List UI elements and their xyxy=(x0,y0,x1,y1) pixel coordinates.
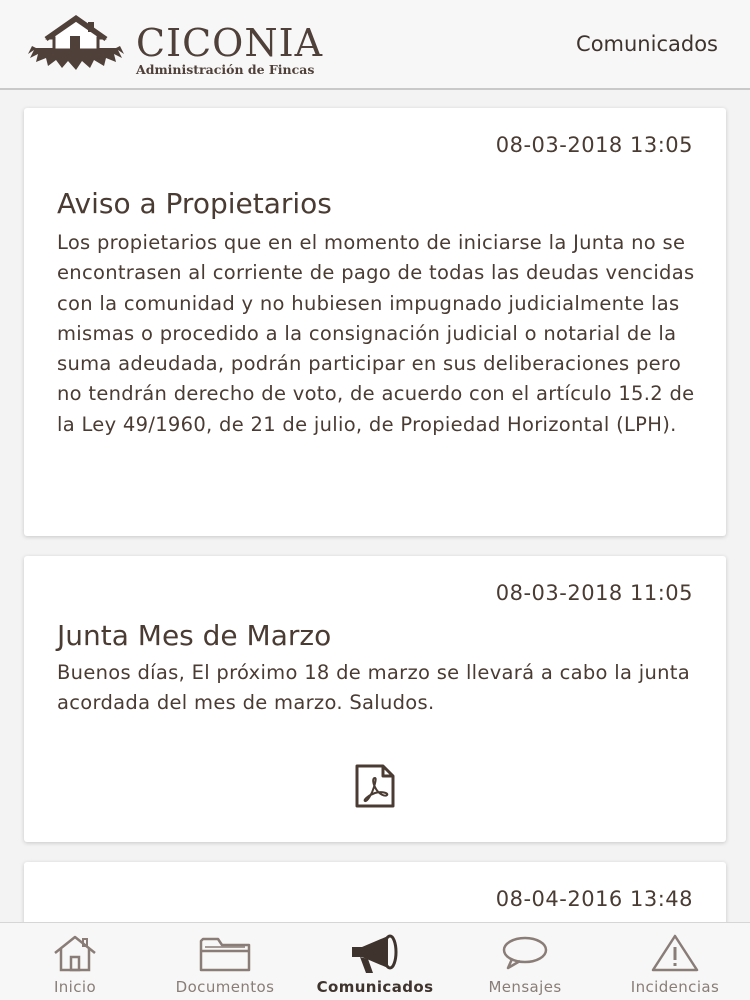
nav-item-inicio[interactable] xyxy=(0,923,150,1000)
brand-logo[interactable] xyxy=(24,12,364,76)
bottom-navigation xyxy=(0,922,750,1000)
nav-item-mensajes[interactable] xyxy=(450,923,600,1000)
home-icon xyxy=(51,933,99,973)
nav-item-incidencias[interactable] xyxy=(600,923,750,1000)
announcement-date: 08-03-2018 13:05 xyxy=(495,133,693,157)
house-nest-logo-icon xyxy=(24,14,128,74)
announcement-date: 08-03-2018 11:05 xyxy=(495,581,693,605)
brand-subtitle: Administración de Fincas xyxy=(136,62,315,77)
nav-label-inicio: Inicio xyxy=(53,978,97,996)
app-header xyxy=(0,0,750,90)
announcement-card[interactable] xyxy=(24,556,726,842)
folder-icon xyxy=(198,933,252,973)
announcement-body: Los propietarios que en el momento de iniciarse la Junta no se encontrasen al corriente de pago de todas las deudas vencidas con la comunidad y no hubiesen impugnado judicialmente las mismas o procedido a la consignación judicial o notarial de la suma adeudada, podrán participar en sus deliberaciones pero no tendrán derecho de voto, de acuerdo con el artículo 15.2 de la Ley 49/1960, de 21 de julio, de Propiedad Horizontal (LPH). xyxy=(57,231,695,436)
announcement-title: Junta Mes de Marzo xyxy=(57,619,332,652)
warning-icon xyxy=(650,933,700,973)
announcement-body: Buenos días, El próximo 18 de marzo se llevará a cabo la junta acordada del mes de marzo. Saludos. xyxy=(57,661,690,715)
announcement-title: Aviso a Propietarios xyxy=(57,187,332,220)
announcement-card[interactable] xyxy=(24,108,726,536)
nav-label-mensajes: Mensajes xyxy=(488,978,562,996)
nav-item-comunicados[interactable] xyxy=(300,923,450,1000)
nav-item-documentos[interactable] xyxy=(150,923,300,1000)
announcements-list[interactable] xyxy=(0,92,750,922)
nav-label-incidencias: Incidencias xyxy=(630,978,720,996)
announcement-card[interactable] xyxy=(24,862,726,922)
megaphone-icon xyxy=(348,933,402,975)
nav-label-comunicados: Comunicados xyxy=(316,978,434,996)
pdf-attachment-button[interactable] xyxy=(351,764,399,808)
chat-bubble-icon xyxy=(500,933,550,973)
pdf-icon xyxy=(351,764,399,808)
announcement-date: 08-04-2016 13:48 xyxy=(495,887,693,911)
page-title: Comunicados xyxy=(576,32,718,56)
brand-name: CICONIA xyxy=(136,21,324,65)
nav-label-documentos: Documentos xyxy=(175,978,275,996)
